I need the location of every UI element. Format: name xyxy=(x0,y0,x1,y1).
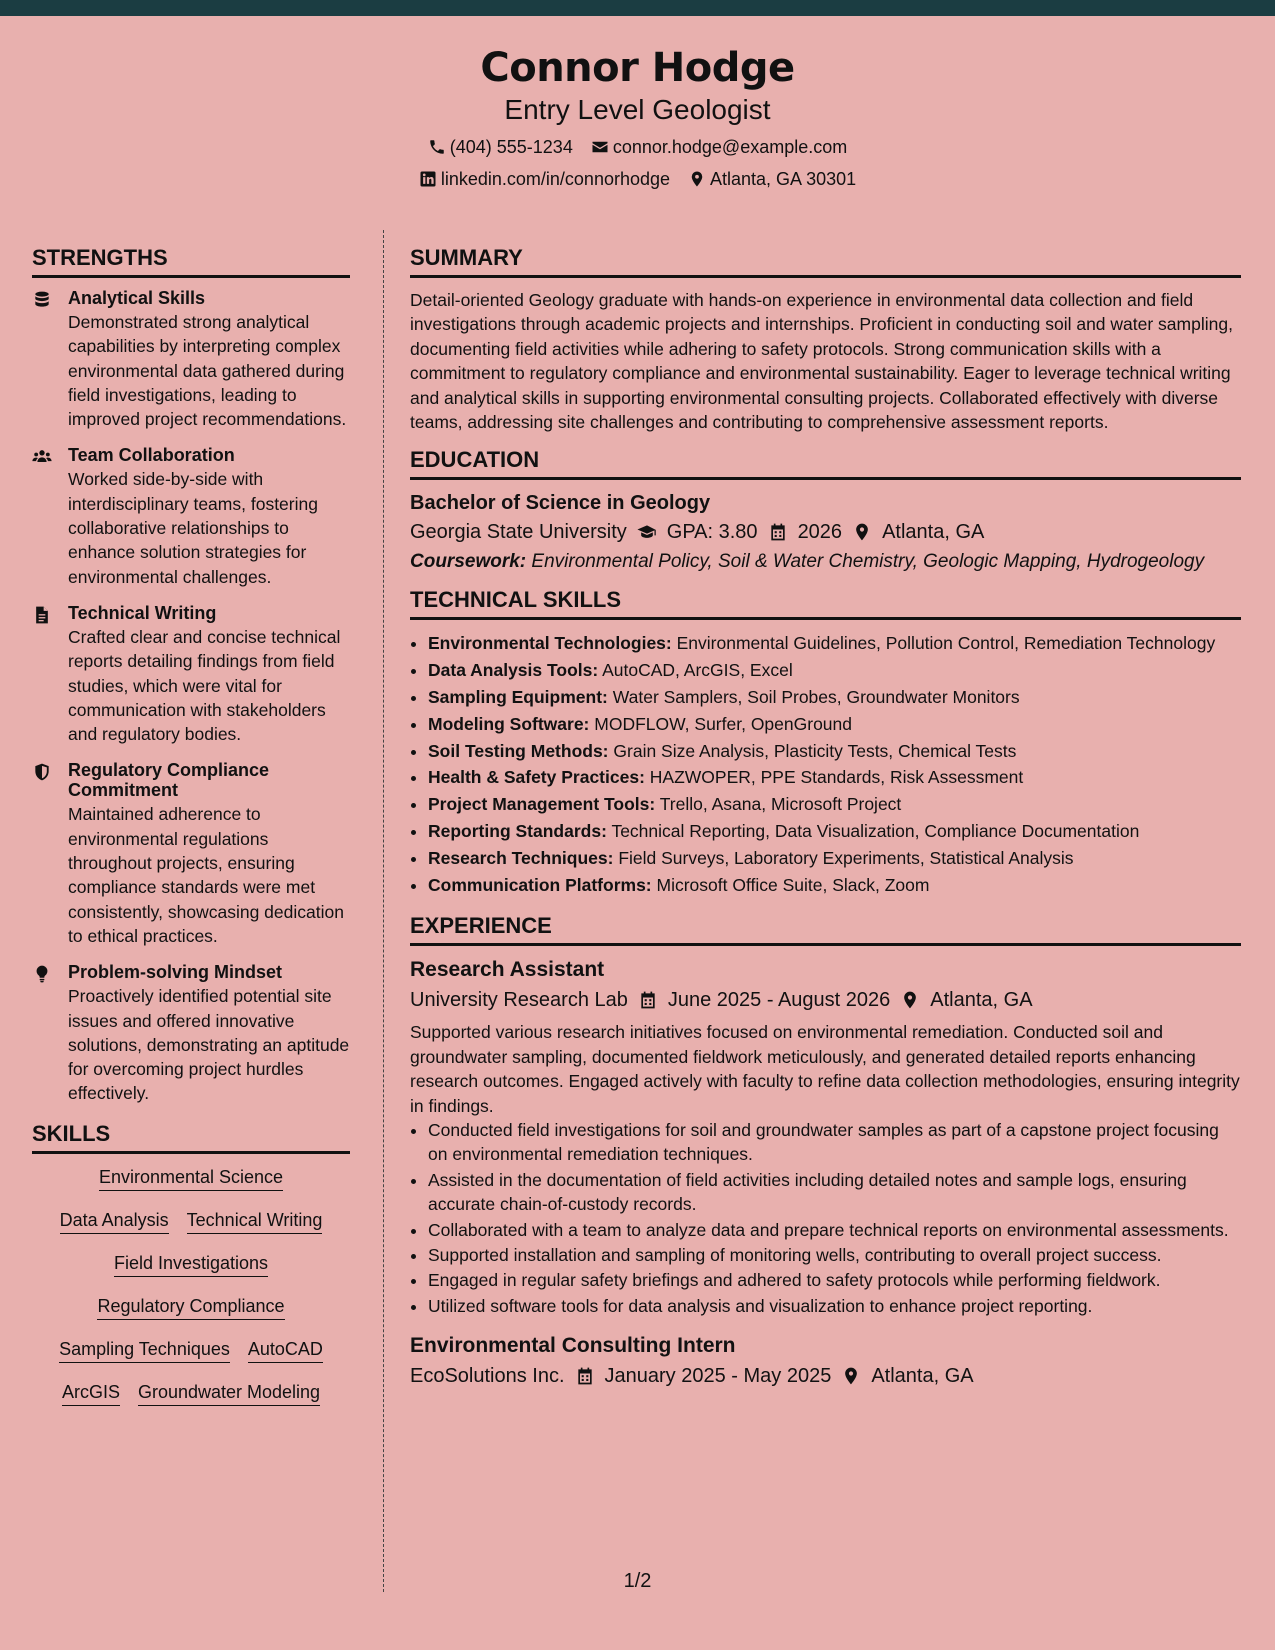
job-bullets xyxy=(410,1118,1241,1318)
skill-values: Trello, Asana, Microsoft Project xyxy=(659,794,902,815)
skill-category: Research Techniques: xyxy=(428,847,614,868)
job-dates: June 2025 - August 2026 xyxy=(667,989,891,1012)
right-column xyxy=(410,244,1241,1390)
skill-tag: Regulatory Compliance xyxy=(97,1293,284,1320)
skill-row xyxy=(32,1293,350,1320)
company-name: EcoSolutions Inc. xyxy=(410,1365,565,1388)
list-item: • Utilized software tools for data analysis and visualization to enhance project reporting. xyxy=(428,1294,1241,1318)
job-location: Atlanta, GA xyxy=(930,989,1033,1012)
map-pin-icon xyxy=(900,990,920,1010)
education-meta xyxy=(410,518,1241,546)
strength-title: Regulatory Compliance Commitment xyxy=(68,760,270,801)
list-item: • Conducted field investigations for soil and groundwater samples as part of a capstone project focusing on environmental remediation techniques. xyxy=(428,1118,1241,1167)
skill-values: Environmental Guidelines, Pollution Control, Remediation Technology xyxy=(676,633,1216,654)
top-color-bar xyxy=(0,0,1275,16)
skill-values: Microsoft Office Suite, Slack, Zoom xyxy=(656,874,930,895)
skill-values: Technical Reporting, Data Visualization, Compliance Documentation xyxy=(611,821,1140,842)
map-pin-icon xyxy=(688,170,706,188)
location-text: Atlanta, GA 30301 xyxy=(710,169,857,189)
list-item xyxy=(428,684,1241,711)
calendar-icon xyxy=(575,1366,595,1386)
job-title: Environmental Consulting Intern xyxy=(410,1334,736,1358)
list-item: • Collaborated with a team to analyze data and prepare technical reports on environmental assessments. xyxy=(428,1218,1241,1242)
list-item: • Supported installation and sampling of monitoring wells, contributing to overall project success. xyxy=(428,1243,1241,1267)
location-contact xyxy=(688,168,856,190)
graduation-cap-icon xyxy=(637,522,657,542)
phone-icon xyxy=(428,138,446,156)
calendar-icon xyxy=(638,990,658,1010)
map-pin-icon xyxy=(852,522,872,542)
skill-category: Communication Platforms: xyxy=(428,874,652,895)
technical-skills-heading: TECHNICAL SKILLS xyxy=(410,586,1241,620)
list-item: • Engaged in regular safety briefings and adhered to safety protocols while performing fieldwork. xyxy=(428,1268,1241,1292)
job-title: Research Assistant xyxy=(410,958,605,982)
left-column xyxy=(32,244,350,1422)
skill-tag: AutoCAD xyxy=(248,1336,323,1363)
school-name: Georgia State University xyxy=(410,521,627,544)
strength-description: Proactively identified potential site issues and offered innovative solutions, demonstrating an aptitude for overcoming project hurdles effectively. xyxy=(68,986,350,1104)
skill-row xyxy=(32,1164,350,1191)
skill-row xyxy=(32,1250,350,1277)
graduation-year: 2026 xyxy=(797,521,843,544)
coursework xyxy=(410,550,1241,574)
strength-item xyxy=(32,603,350,746)
document-icon xyxy=(32,603,56,746)
page-number: 1/2 xyxy=(623,1570,652,1592)
skills-tags xyxy=(32,1164,350,1406)
users-icon xyxy=(32,445,56,588)
strength-title: Analytical Skills xyxy=(68,288,206,308)
linkedin-icon xyxy=(419,170,437,188)
list-item xyxy=(428,818,1241,845)
list-item xyxy=(428,845,1241,872)
strength-description: Maintained adherence to environmental regulations throughout projects, ensuring compliance standards were met consistently, showcasing dedication to ethical practices. xyxy=(68,804,344,946)
coursework-list: Environmental Policy, Soil & Water Chemistry, Geologic Mapping, Hydrogeology xyxy=(531,551,1205,573)
list-item xyxy=(428,764,1241,791)
list-item xyxy=(428,872,1241,899)
linkedin-contact[interactable] xyxy=(419,168,670,190)
summary-text: Detail-oriented Geology graduate with hands-on experience in environmental data collection and field investigations through academic projects and internships. Proficient in conducting soil and water sampling, documenting field activities while adhering to safety protocols. Strong communication skills with a commitment to regulatory compliance and environmental sustainability. Eager to leverage technical writing and analytical skills in supporting environmental consulting projects. Collaborated effectively with diverse teams, addressing site challenges and contributing to comprehensive assessment reports. xyxy=(410,290,1233,433)
envelope-icon xyxy=(591,138,609,156)
strength-item xyxy=(32,288,350,431)
list-item: • Assisted in the documentation of field activities including detailed notes and sample logs, ensuring accurate chain-of-custody records. xyxy=(428,1168,1241,1217)
skill-values: AutoCAD, ArcGIS, Excel xyxy=(602,660,793,681)
phone-text: (404) 555-1234 xyxy=(449,137,573,157)
strength-item xyxy=(32,445,350,588)
contact-line-1 xyxy=(0,136,1275,158)
strengths-heading: STRENGTHS xyxy=(32,244,350,278)
resume-header xyxy=(0,16,1275,204)
skill-tag: Sampling Techniques xyxy=(59,1336,230,1363)
email-contact[interactable] xyxy=(591,136,847,158)
list-item xyxy=(428,657,1241,684)
list-item xyxy=(428,738,1241,765)
skill-row xyxy=(32,1207,350,1234)
skill-category: Soil Testing Methods: xyxy=(428,740,609,761)
database-icon xyxy=(32,288,56,431)
skill-tag: Environmental Science xyxy=(99,1164,283,1191)
phone-contact xyxy=(428,136,573,158)
strength-description: Crafted clear and concise technical reports detailing findings from field studies, which were vital for communication with stakeholders and regulatory bodies. xyxy=(68,626,341,745)
skill-tag: Field Investigations xyxy=(114,1250,268,1277)
skill-tag: ArcGIS xyxy=(62,1379,120,1406)
skill-category: Modeling Software: xyxy=(428,713,590,734)
skill-category: Environmental Technologies: xyxy=(428,633,672,654)
strength-description: Worked side-by-side with interdisciplinary teams, fostering collaborative relationships to enhance solution strategies for environmental challenges. xyxy=(68,469,318,587)
education-heading: EDUCATION xyxy=(410,446,1241,480)
list-item xyxy=(428,711,1241,738)
job-location: Atlanta, GA xyxy=(871,1365,974,1388)
skills-heading: SKILLS xyxy=(32,1120,350,1154)
job-dates: January 2025 - May 2025 xyxy=(604,1365,832,1388)
job-meta xyxy=(410,986,1241,1014)
shield-icon xyxy=(32,760,56,948)
calendar-icon xyxy=(768,522,788,542)
candidate-title: Entry Level Geologist xyxy=(504,94,771,125)
strength-title: Problem-solving Mindset xyxy=(68,962,283,983)
experience-heading: EXPERIENCE xyxy=(410,912,1241,946)
summary-heading: SUMMARY xyxy=(410,244,1241,278)
skill-category: Data Analysis Tools: xyxy=(428,660,599,681)
skill-tag: Data Analysis xyxy=(60,1207,169,1234)
skill-category: Sampling Equipment: xyxy=(428,687,608,708)
gpa-text: GPA: 3.80 xyxy=(666,521,758,544)
skill-category: Health & Safety Practices: xyxy=(428,767,645,788)
strength-title: Team Collaboration xyxy=(68,445,235,466)
skill-values: Field Surveys, Laboratory Experiments, Statistical Analysis xyxy=(618,847,1074,868)
list-item xyxy=(428,791,1241,818)
skill-tag: Technical Writing xyxy=(187,1207,323,1234)
skill-values: MODFLOW, Surfer, OpenGround xyxy=(594,713,852,734)
technical-skills-list xyxy=(410,630,1241,898)
candidate-name: Connor Hodge xyxy=(480,45,795,91)
linkedin-text[interactable]: linkedin.com/in/connorhodge xyxy=(440,169,671,189)
strength-description: Demonstrated strong analytical capabilities by interpreting complex environmental data gathered during field investigations, leading to improved project recommendations. xyxy=(68,312,347,430)
column-divider xyxy=(383,230,384,1592)
map-pin-icon xyxy=(841,1366,861,1386)
skill-category: Project Management Tools: xyxy=(428,794,656,815)
skill-category: Reporting Standards: xyxy=(428,821,607,842)
strength-title: Technical Writing xyxy=(68,602,217,623)
skill-tag: Groundwater Modeling xyxy=(138,1379,320,1406)
education-location: Atlanta, GA xyxy=(882,521,985,544)
coursework-label: Coursework: xyxy=(410,551,527,573)
skill-row xyxy=(32,1379,350,1406)
strength-item xyxy=(32,760,350,948)
company-name: University Research Lab xyxy=(410,989,628,1012)
email-text[interactable]: connor.hodge@example.com xyxy=(612,137,848,157)
skill-values: Water Samplers, Soil Probes, Groundwater Monitors xyxy=(612,687,1020,708)
strength-item xyxy=(32,962,350,1105)
skill-row xyxy=(32,1336,350,1363)
skill-values: Grain Size Analysis, Plasticity Tests, Chemical Tests xyxy=(613,740,1017,761)
contact-line-2 xyxy=(0,168,1275,190)
skill-values: HAZWOPER, PPE Standards, Risk Assessment xyxy=(649,767,1024,788)
degree-name: Bachelor of Science in Geology xyxy=(410,492,711,515)
list-item xyxy=(428,630,1241,657)
job-description: Supported various research initiatives focused on environmental remediation. Conducted soil and groundwater sampling, documented fieldwork meticulously, and generated detailed reports enhancing research outcomes. Engaged actively with faculty to refine data collection methodologies, ensuring integrity in findings. xyxy=(410,1022,1240,1116)
lightbulb-icon xyxy=(32,962,56,1105)
job-meta xyxy=(410,1362,1241,1390)
